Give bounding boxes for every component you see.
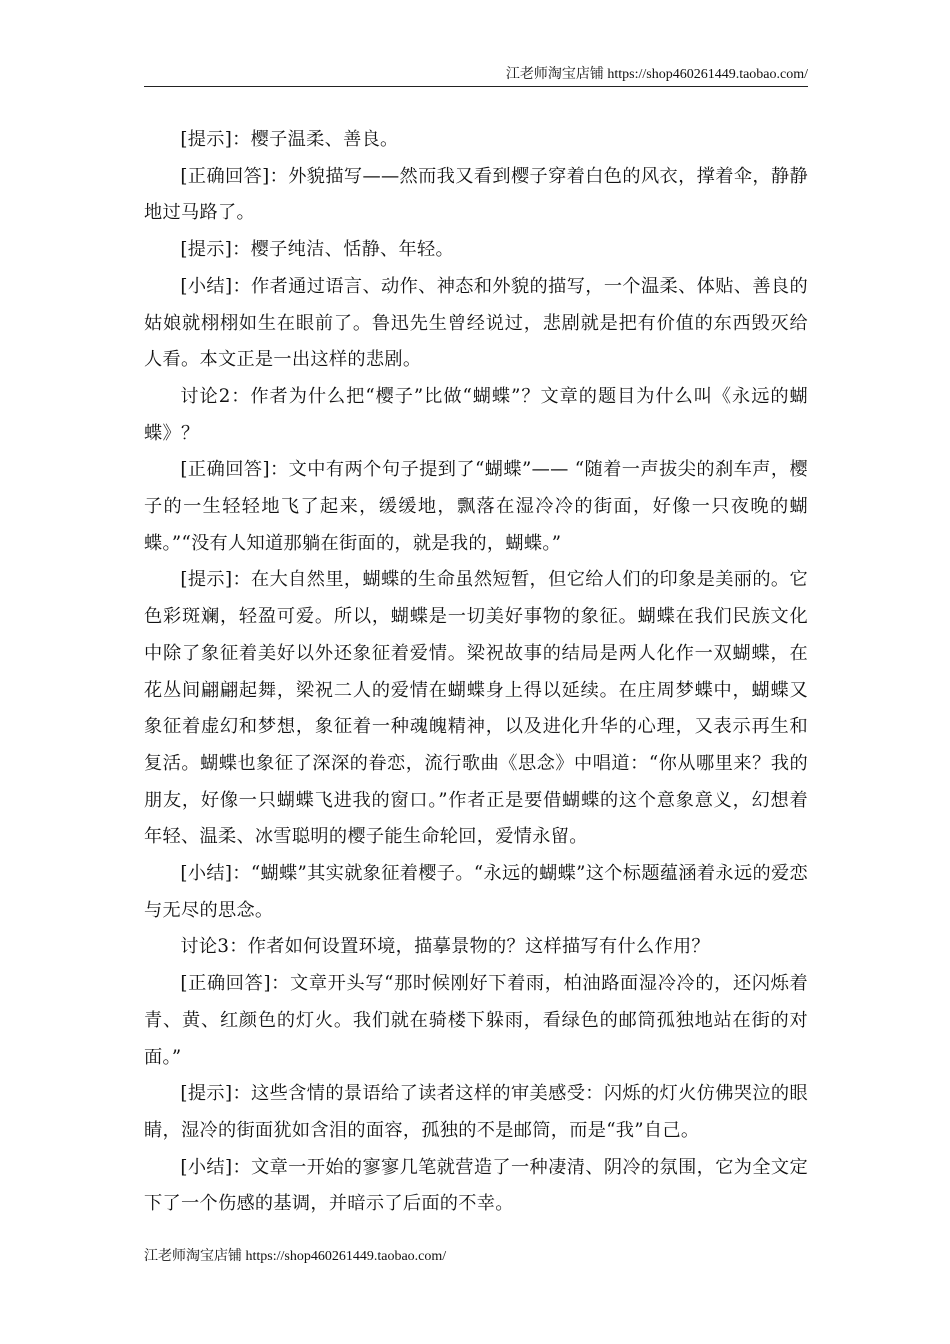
paragraph-discussion-3: 讨论3：作者如何设置环境，描摹景物的？这样描写有什么作用？ [180,936,710,958]
paragraph-hint-2: [提示]：樱子纯洁、恬静、年轻。 [180,239,455,261]
paragraph-answer-setting: [正确回答]：文章开头写“那时候刚好下着雨，柏油路面湿冷冷的，还闪烁着青、黄、红颜色的灯火。我们就在骑楼下躲雨，看绿色的邮筒孤独地站在街的对面。” [144,973,808,1068]
paragraph-hint-setting: [提示]：这些含情的景语给了读者这样的审美感受：闪烁的灯火仿佛哭泣的眼睛，湿冷的街面犹如含泪的面容，孤独的不是邮筒，而是“我”自己。 [144,1083,808,1141]
paragraph-summary-1: [小结]：作者通过语言、动作、神态和外貌的描写，一个温柔、体贴、善良的姑娘就栩栩如生在眼前了。鲁迅先生曾经说过，悲剧就是把有价值的东西毁灭给人看。本文正是一出这样的悲剧。 [144,275,808,371]
paragraph-answer-appearance: [正确回答]：外貌描写——然而我又看到樱子穿着白色的风衣，撑着伞，静静地过马路了。 [144,165,808,224]
paragraph-discussion-2: 讨论2：作者为什么把“樱子”比做“蝴蝶”？文章的题目为什么叫《永远的蝴蝶》？ [144,385,808,444]
paragraph-answer-butterfly: [正确回答]：文中有两个句子提到了“蝴蝶”—— “随着一声拔尖的刹车声，樱子的一生轻轻地飞了起来，缓缓地，飘落在湿冷冷的街面，好像一只夜晚的蝴蝶。”“没有人知道那躺在街面的，就是我的，蝴蝶。” [144,459,808,554]
page-footer: 江老师淘宝店铺 https://shop460261449.taobao.com/ [144,1249,447,1264]
paragraph-summary-3: [小结]：文章一开始的寥寥几笔就营造了一种凄清、阴冷的氛围，它为全文定下了一个伤感的基调，并暗示了后面的不幸。 [144,1156,808,1215]
paragraph-hint-1: [提示]：樱子温柔、善良。 [180,129,399,150]
document-body [144,122,808,1223]
page-header: 江老师淘宝店铺 https://shop460261449.taobao.com/ [505,67,808,82]
paragraph-summary-2: [小结]：“蝴蝶”其实就象征着樱子。“永远的蝴蝶”这个标题蕴涵着永远的爱恋与无尽的思念。 [144,863,808,921]
header-divider [144,86,808,87]
paragraph-hint-butterfly: [提示]：在大自然里，蝴蝶的生命虽然短暂，但它给人们的印象是美丽的。它色彩斑斓，轻盈可爱。所以，蝴蝶是一切美好事物的象征。蝴蝶在我们民族文化中除了象征着美好以外还象征着爱情。梁祝故事的结局是两人化作一双蝴蝶，在花丛间翩翩起舞，梁祝二人的爱情在蝴蝶身上得以延续。在庄周梦蝶中，蝴蝶又象征着虚幻和梦想，象征着一种魂魄精神，以及进化升华的心理，又表示再生和复活。蝴蝶也象征了深深的眷恋，流行歌曲《思念》中唱道：“你从哪里来？我的朋友，好像一只蝴蝶飞进我的窗口。”作者正是要借蝴蝶的这个意象意义，幻想着年轻、温柔、冰雪聪明的樱子能生命轮回，爱情永留。 [144,569,808,848]
